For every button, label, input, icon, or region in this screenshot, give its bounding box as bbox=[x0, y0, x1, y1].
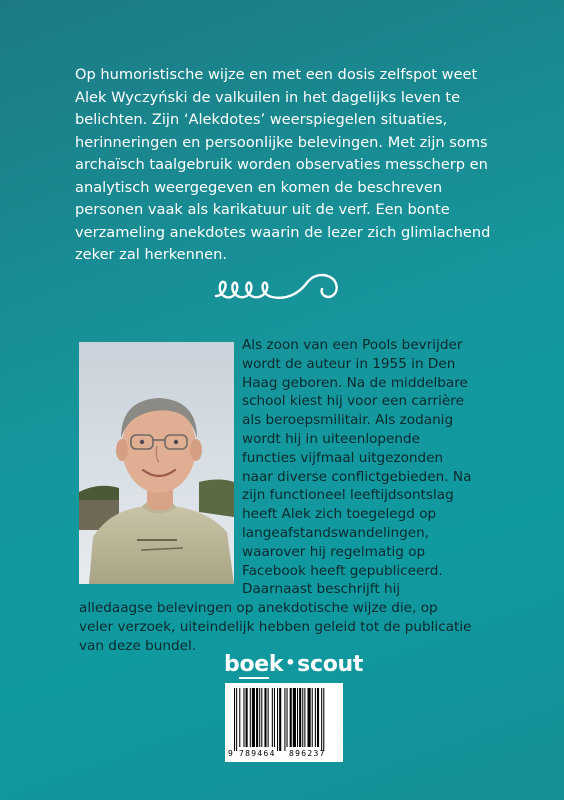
barcode-bar bbox=[274, 688, 275, 747]
barcode-bar bbox=[259, 688, 260, 747]
publisher-logo bbox=[224, 652, 364, 677]
publisher-logo-oe: oe bbox=[239, 652, 269, 677]
barcode-bar bbox=[321, 688, 322, 751]
back-cover-blurb: Op humoristische wijze en met een dosis zelfspot weet Alek Wyczyński de valkuilen in het dagelijks leven te belichten. Zijn ‘Alekdotes’ weerspiegelen situaties, herinneringen en persoonlijke belevingen. Met zijn soms archaïsch taalgebruik worden observaties messcherp en analytisch weergegeven en komen de beschreven personen vaak als karikatuur uit de verf. Een bonte verzameling anekdotes waarin de lezer zich glimlachend zeker zal herkennen. bbox=[75, 66, 491, 263]
barcode-bar bbox=[264, 688, 266, 747]
barcode-bar bbox=[279, 688, 281, 751]
barcode-bar bbox=[261, 688, 262, 747]
swirl-ornament-icon bbox=[214, 270, 344, 306]
barcode-bar bbox=[308, 688, 311, 747]
publisher-logo-dot: • bbox=[285, 653, 296, 672]
barcode-bar bbox=[250, 688, 251, 747]
barcode-bar bbox=[243, 688, 244, 747]
barcode-bar bbox=[293, 688, 296, 747]
photo-spacer bbox=[79, 336, 242, 582]
barcode-bar bbox=[323, 688, 324, 751]
barcode-bar bbox=[236, 688, 237, 751]
isbn-barcode bbox=[225, 683, 343, 762]
barcode-bar bbox=[290, 688, 292, 747]
publisher-logo-k: k bbox=[268, 652, 284, 677]
barcode-bar bbox=[299, 688, 301, 747]
barcode-bar bbox=[256, 688, 258, 747]
barcode-lead-digit: 9 bbox=[228, 749, 233, 758]
barcode-bar bbox=[277, 688, 278, 751]
barcode-bar bbox=[284, 688, 285, 751]
publisher-logo-scout: scout bbox=[297, 652, 364, 677]
barcode-bar bbox=[246, 688, 248, 747]
barcode-bar bbox=[312, 688, 313, 747]
barcode-bar bbox=[297, 688, 298, 747]
barcode-bar bbox=[272, 688, 273, 747]
barcode-bar bbox=[239, 688, 240, 747]
barcode-bar bbox=[302, 688, 303, 747]
barcode-bar bbox=[287, 688, 288, 747]
barcode-bar bbox=[315, 688, 316, 747]
barcode-bar bbox=[317, 688, 319, 747]
barcode-group-right: 896237 bbox=[289, 749, 326, 758]
barcode-bar bbox=[252, 688, 255, 747]
barcode-bar bbox=[268, 688, 269, 747]
barcode-bar bbox=[234, 688, 235, 751]
author-bio-text: Als zoon van een Pools bevrijder wordt de auteur in 1955 in Den Haag geboren. Na de middelbare school kiest hij voor een carrière als beroepsmilitair. Als zodanig wordt hij in uiteenlopende functies vijfmaal uitgezonden naar diverse conflictgebieden. Na zijn functioneel leeftijdsontslag heeft Alek zich toegelegd op langeafstandswandelingen, waarover hij regelmatig op Facebook heeft gepubliceerd. Daarnaast beschrijft hij alledaagse belevingen op anekdotische wijze die, op veler verzoek, uiteindelijk hebben geleid tot de publicatie van deze bundel. bbox=[79, 337, 472, 654]
barcode-bar bbox=[304, 688, 305, 747]
author-bio bbox=[79, 336, 474, 656]
barcode-group-left: 789464 bbox=[239, 749, 276, 758]
publisher-logo-b: b bbox=[224, 652, 240, 677]
